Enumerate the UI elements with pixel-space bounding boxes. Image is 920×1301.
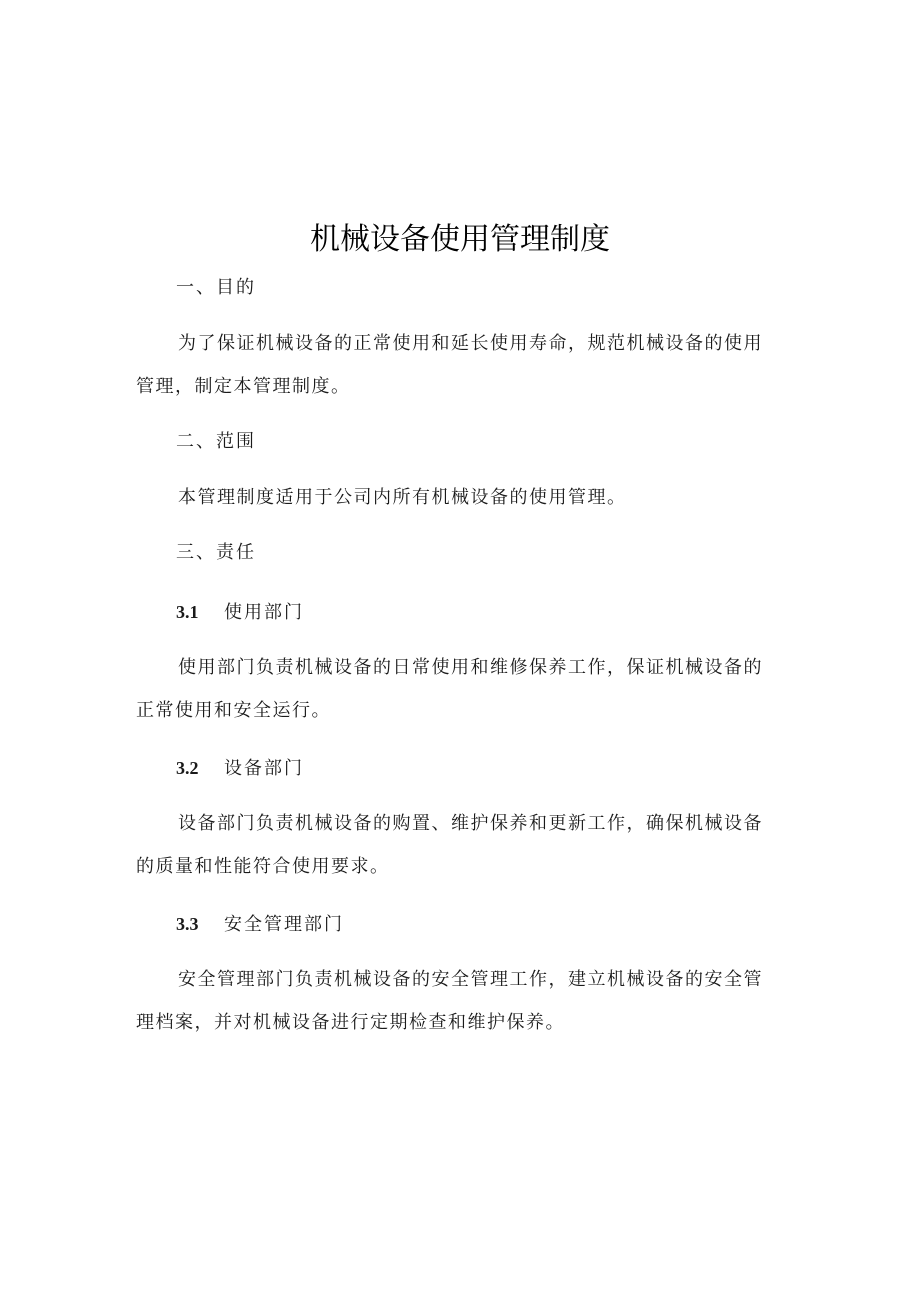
- subsection-number: 3.3: [176, 914, 199, 934]
- subsection-heading-3-2: [176, 753, 304, 784]
- subsection-heading-3-3: [176, 909, 344, 940]
- subsection-paragraph-3-2: 设备部门负责机械设备的购置、维护保养和更新工作，确保机械设备的质量和性能符合使用要求。: [136, 813, 763, 877]
- subsection-number: 3.2: [176, 758, 199, 778]
- section-heading-responsibility: 三、责任: [176, 542, 256, 563]
- subsection-paragraph-3-3: 安全管理部门负责机械设备的安全管理工作，建立机械设备的安全管理档案，并对机械设备进行定期检查和维护保养。: [136, 969, 763, 1033]
- subsection-label: 设备部门: [224, 758, 304, 779]
- scope-paragraph: 本管理制度适用于公司内所有机械设备的使用管理。: [178, 487, 627, 508]
- section-heading-scope: 二、范围: [176, 431, 256, 452]
- subsection-number: 3.1: [176, 602, 199, 622]
- subsection-label: 安全管理部门: [224, 914, 344, 935]
- subsection-paragraph-3-1: 使用部门负责机械设备的日常使用和维修保养工作，保证机械设备的正常使用和安全运行。: [136, 657, 763, 721]
- subsection-label: 使用部门: [224, 602, 304, 623]
- purpose-paragraph: 为了保证机械设备的正常使用和延长使用寿命，规范机械设备的使用管理，制定本管理制度。: [136, 333, 763, 397]
- subsection-heading-3-1: [176, 597, 304, 628]
- document-title: 机械设备使用管理制度: [310, 222, 610, 257]
- section-heading-purpose: 一、目的: [176, 277, 256, 298]
